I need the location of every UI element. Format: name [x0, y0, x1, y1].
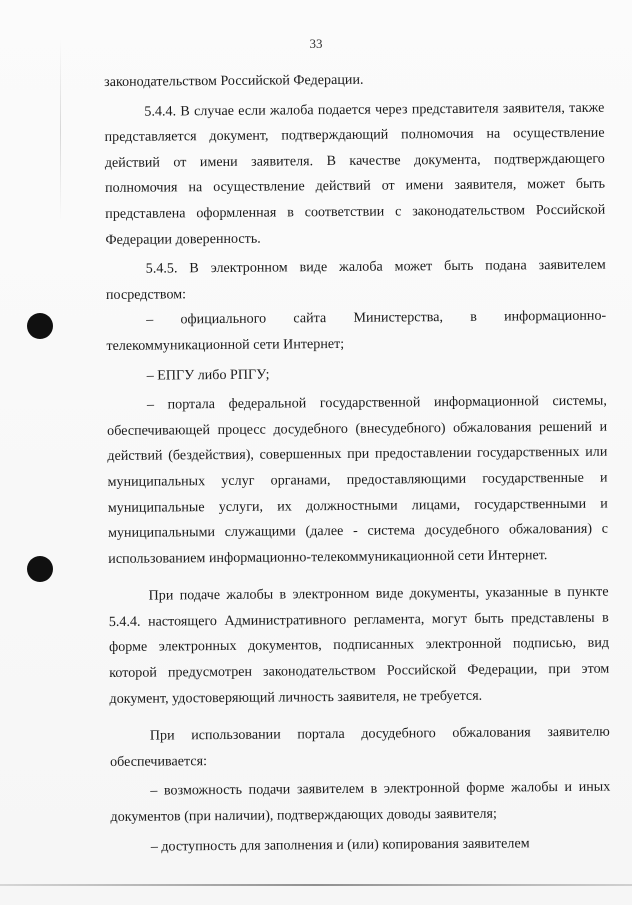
- list-item-availability: – доступность для заполнения и (или) копирования заявителем: [150, 834, 530, 855]
- paragraph-5-4-5: 5.4.5. В электронном виде жалоба может быть подана заявителем посредством:: [105, 256, 606, 303]
- document-body: [104, 66, 611, 861]
- list-item-epgu: – ЕПГУ либо РПГУ;: [146, 366, 270, 384]
- list-item-appeal-portal: – портала федеральной государственной информационной системы, обеспечивающей процесс досудебного (внесудебного) обжалования решений и действий (бездействия), совершенных при предоставлении государственных или муниципальных услуг органами, предоставляющими государственные и муниципальные услуги, их должностными лицами, государственными и муниципальными служащими (далее - система досудебного обжалования) с использованием информационно-телекоммуникационной сети Интернет.: [107, 392, 609, 567]
- list-item-ministry-site: – официального сайта Министерства, в информационно-телекоммуникационной сети Интернет;: [106, 307, 607, 354]
- punch-hole-top: [27, 313, 53, 339]
- scan-bottom-edge: [0, 884, 632, 886]
- paragraph-continuation: законодательством Российской Федерации.: [104, 71, 364, 90]
- paragraph-5-4-4: 5.4.4. В случае если жалоба подается через представителя заявителя, также представляется документ, подтверждающий полномочия на осуществление действий от имени заявителя. В качестве документа, подтверждающего полномочия на осуществление действий от имени заявителя, может быть представлена оформленная в соответствии с законодательством Российской Федерации доверенность.: [104, 99, 606, 248]
- list-item-submission-ability: – возможность подачи заявителем в электронной форме жалобы и иных документов (при наличии), подтверждающих доводы заявителя;: [110, 779, 611, 826]
- scan-edge-mark: [60, 40, 61, 220]
- paragraph-portal-usage: При использовании портала досудебного обжалования заявителю обеспечивается:: [109, 723, 610, 770]
- page-number: 33: [309, 36, 323, 51]
- punch-hole-bottom: [27, 556, 53, 582]
- paragraph-electronic-submission: При подаче жалобы в электронном виде документы, указанные в пункте 5.4.4. настоящего Административного регламента, могут быть представлены в форме электронных документов, подписанных электронной подписью, вид которой предусмотрен законодательством Российской Федерации, при этом документ, удостоверяющий личность заявителя, не требуется.: [108, 583, 610, 707]
